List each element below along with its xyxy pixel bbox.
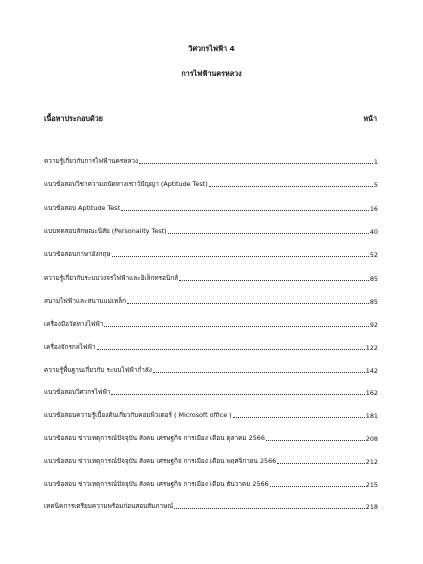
toc-row xyxy=(44,341,378,352)
toc-label: ความรู้เกี่ยวกับระบบวงจรไฟฟ้าและอิเล็กทรอนิกส์ xyxy=(44,274,179,282)
toc-label: แนวข้อสอบ ข่าวเหตุการณ์ปัจจุบัน สังคม เศรษฐกิจ การเมือง เดือน พฤศจิกายน 2566 xyxy=(44,457,277,465)
toc-page-number: 1 xyxy=(373,158,378,166)
toc-page-number: 40 xyxy=(369,228,378,236)
dot-leader xyxy=(127,303,369,304)
dot-leader xyxy=(270,486,365,487)
document-title: วิศวกรไฟฟ้า 4 xyxy=(188,44,235,53)
toc-label: แนวข้อสอบวิชาความถนัดทางเชาว์ปัญญา (Aptitude Test) xyxy=(44,180,208,188)
toc-row xyxy=(44,155,378,166)
dot-leader xyxy=(266,440,365,441)
toc-row xyxy=(44,432,378,443)
dot-leader xyxy=(121,210,369,211)
toc-row xyxy=(44,386,378,397)
toc-row xyxy=(44,178,378,189)
toc-label: ความรู้เกี่ยวกับการไฟฟ้านครหลวง xyxy=(44,157,139,165)
dot-leader xyxy=(97,349,365,350)
dot-leader xyxy=(104,326,368,327)
dot-leader xyxy=(277,463,365,464)
toc-page-number: 85 xyxy=(369,275,378,283)
toc-page-number: 162 xyxy=(365,389,378,397)
dot-leader xyxy=(139,163,373,164)
toc-page-number: 85 xyxy=(369,298,378,306)
toc-row xyxy=(44,272,378,283)
toc-page-number: 181 xyxy=(365,412,378,420)
toc-label: เครื่องมือวัดทางไฟฟ้า xyxy=(44,320,104,328)
toc-label: แนวข้อสอบ ข่าวเหตุการณ์ปัจจุบัน สังคม เศรษฐกิจ การเมือง เดือน ตุลาคม 2566 xyxy=(44,434,265,442)
document-subtitle: การไฟฟ้านครหลวง xyxy=(181,69,242,78)
toc-label: แนวข้อสอบวิศวกรไฟฟ้า xyxy=(44,388,111,396)
toc-row xyxy=(44,225,378,236)
toc-row xyxy=(44,364,378,375)
page-column-header: หน้า xyxy=(363,114,377,123)
dot-leader xyxy=(168,233,369,234)
dot-leader xyxy=(112,256,369,257)
dot-leader xyxy=(233,417,365,418)
toc-page-number: 52 xyxy=(369,251,378,259)
dot-leader xyxy=(209,186,373,187)
toc-label: แนวข้อสอบภาษาอังกฤษ xyxy=(44,250,111,258)
toc-label: ความรู้พื้นฐานเกี่ยวกับ ระบบไฟฟ้ากำลัง xyxy=(44,366,152,374)
toc-label: แนวข้อสอบความรู้เบื้องต้นเกี่ยวกับคอมพิวเตอร์ ( Microsoft office ) xyxy=(44,411,232,419)
toc-row xyxy=(44,295,378,306)
dot-leader xyxy=(111,394,364,395)
toc-row xyxy=(44,202,378,213)
toc-label: แบบทดสอบลักษณะนิสัย (Personality Test) xyxy=(44,227,167,235)
toc-page-number: 208 xyxy=(365,435,378,443)
dot-leader xyxy=(174,508,365,509)
toc-page-number: 215 xyxy=(365,481,378,489)
toc-page-number: 218 xyxy=(365,503,378,511)
toc-label: สนามไฟฟ้าและสนามแม่เหล็ก xyxy=(44,297,126,305)
contents-header: เนื้อหาประกอบด้วย xyxy=(44,114,103,123)
toc-label: เทคนิคการเตรียมความพร้อมก่อนสอบสัมภาษณ์ xyxy=(44,502,174,510)
toc-row xyxy=(44,318,378,329)
toc-page-number: 92 xyxy=(369,321,378,329)
toc-page-number: 16 xyxy=(369,205,378,213)
toc-row xyxy=(44,455,378,466)
toc-row xyxy=(44,500,378,511)
toc-page-number: 122 xyxy=(365,344,378,352)
toc-label: เครื่องจักรกลไฟฟ้า xyxy=(44,343,96,351)
toc-page-number: 5 xyxy=(373,181,378,189)
toc-page-number: 212 xyxy=(365,458,378,466)
toc-page-number: 142 xyxy=(365,367,378,375)
dot-leader xyxy=(153,372,365,373)
dot-leader xyxy=(179,280,369,281)
toc-label: แนวข้อสอบ ข่าวเหตุการณ์ปัจจุบัน สังคม เศรษฐกิจ การเมือง เดือน ธันวาคม 2566 xyxy=(44,480,269,488)
toc-row xyxy=(44,409,378,420)
toc-row xyxy=(44,478,378,489)
toc-label: แนวข้อสอบ Aptitude Test xyxy=(44,204,120,212)
toc-row xyxy=(44,248,378,259)
